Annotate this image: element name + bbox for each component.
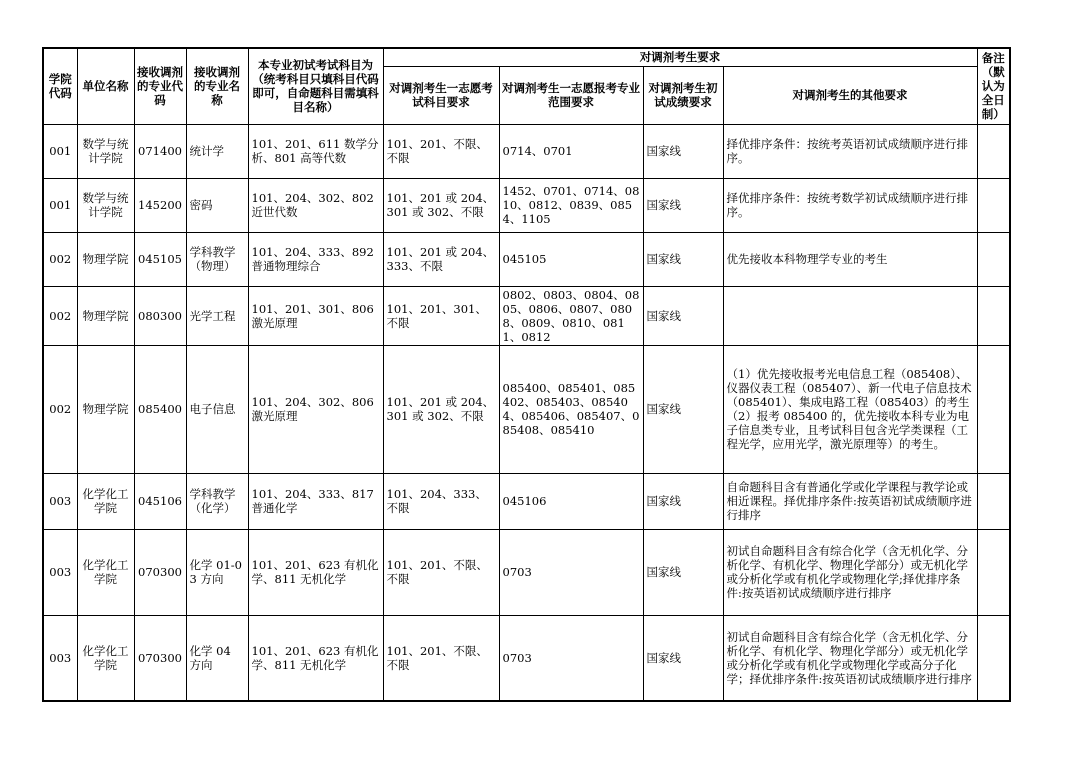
first-choice-subjects-cell: 101、201 或 204、333、不限 <box>383 232 499 286</box>
header-major-code: 接收调剂的专业代码 <box>134 48 186 124</box>
subjects-cell: 101、204、302、802 近世代数 <box>248 178 383 232</box>
remark-cell <box>977 178 1010 232</box>
unit-name-cell: 物理学院 <box>77 286 134 345</box>
table-row <box>43 286 1010 345</box>
major-code-cell: 071400 <box>134 124 186 178</box>
major-range-cell: 0703 <box>499 615 643 701</box>
remark-cell <box>977 232 1010 286</box>
table-row <box>43 615 1010 701</box>
header-college-code: 学院代码 <box>43 48 77 124</box>
adjustment-table <box>42 47 1011 702</box>
subjects-cell: 101、201、623 有机化学、811 无机化学 <box>248 615 383 701</box>
unit-name-cell: 化学化工学院 <box>77 473 134 529</box>
major-code-cell: 070300 <box>134 615 186 701</box>
other-requirements-cell <box>723 286 977 345</box>
subjects-cell: 101、204、333、817 普通化学 <box>248 473 383 529</box>
subjects-cell: 101、201、623 有机化学、811 无机化学 <box>248 529 383 615</box>
remark-cell <box>977 529 1010 615</box>
other-requirements-cell: 优先接收本科物理学专业的考生 <box>723 232 977 286</box>
header-major-name: 接收调剂的专业名称 <box>186 48 248 124</box>
major-name-cell: 统计学 <box>186 124 248 178</box>
table-row <box>43 473 1010 529</box>
college-code-cell: 003 <box>43 615 77 701</box>
other-requirements-cell: （1）优先接收报考光电信息工程（085408）、仪器仪表工程（085407）、新一代电子信息技术（085401）、集成电路工程（085403）的考生 （2）报考 085400 的，优先接收本科专业为电子信息类专业，且考试科目包含光学类课程（工程光学，应用光学，激光原理等）的考生。 <box>723 345 977 473</box>
major-range-cell: 045106 <box>499 473 643 529</box>
major-code-cell: 045106 <box>134 473 186 529</box>
table-row <box>43 232 1010 286</box>
major-range-cell: 085400、085401、085402、085403、085404、085406、085407、085408、085410 <box>499 345 643 473</box>
score-requirement-cell: 国家线 <box>643 529 723 615</box>
major-name-cell: 密码 <box>186 178 248 232</box>
major-code-cell: 145200 <box>134 178 186 232</box>
major-name-cell: 化学 04 方向 <box>186 615 248 701</box>
score-requirement-cell: 国家线 <box>643 286 723 345</box>
major-name-cell: 化学 01-03 方向 <box>186 529 248 615</box>
college-code-cell: 002 <box>43 286 77 345</box>
first-choice-subjects-cell: 101、201、不限、不限 <box>383 529 499 615</box>
other-requirements-cell: 择优排序条件：按统考英语初试成绩顺序进行排序。 <box>723 124 977 178</box>
header-other-requirements: 对调剂考生的其他要求 <box>723 66 977 124</box>
other-requirements-cell: 择优排序条件：按统考数学初试成绩顺序进行排序。 <box>723 178 977 232</box>
major-code-cell: 045105 <box>134 232 186 286</box>
header-first-choice-subjects: 对调剂考生一志愿考试科目要求 <box>383 66 499 124</box>
college-code-cell: 001 <box>43 124 77 178</box>
header-group-requirements: 对调剂考生要求 <box>383 48 977 66</box>
major-range-cell: 045105 <box>499 232 643 286</box>
subjects-cell: 101、204、302、806 激光原理 <box>248 345 383 473</box>
major-range-cell: 0703 <box>499 529 643 615</box>
remark-cell <box>977 124 1010 178</box>
other-requirements-cell: 初试自命题科目含有综合化学（含无机化学、分析化学、有机化学、物理化学部分）或无机化学或分析化学或有机化学或物理化学或高分子化学；择优排序条件:按英语初试成绩顺序进行排序 <box>723 615 977 701</box>
unit-name-cell: 物理学院 <box>77 345 134 473</box>
table-row <box>43 529 1010 615</box>
other-requirements-cell: 初试自命题科目含有综合化学（含无机化学、分析化学、有机化学、物理化学部分）或无机化学或分析化学或有机化学或物理化学;择优排序条件:按英语初试成绩顺序进行排序 <box>723 529 977 615</box>
unit-name-cell: 物理学院 <box>77 232 134 286</box>
score-requirement-cell: 国家线 <box>643 124 723 178</box>
header-unit-name: 单位名称 <box>77 48 134 124</box>
score-requirement-cell: 国家线 <box>643 345 723 473</box>
subjects-cell: 101、201、301、806 激光原理 <box>248 286 383 345</box>
major-range-cell: 1452、0701、0714、0810、0812、0839、0854、1105 <box>499 178 643 232</box>
major-name-cell: 学科教学（化学） <box>186 473 248 529</box>
college-code-cell: 003 <box>43 529 77 615</box>
college-code-cell: 001 <box>43 178 77 232</box>
remark-cell <box>977 473 1010 529</box>
major-code-cell: 080300 <box>134 286 186 345</box>
major-code-cell: 085400 <box>134 345 186 473</box>
major-range-cell: 0802、0803、0804、0805、0806、0807、0808、0809、0810、0811、0812 <box>499 286 643 345</box>
unit-name-cell: 数学与统计学院 <box>77 178 134 232</box>
unit-name-cell: 化学化工学院 <box>77 615 134 701</box>
subjects-cell: 101、204、333、892 普通物理综合 <box>248 232 383 286</box>
major-name-cell: 学科教学（物理） <box>186 232 248 286</box>
header-subjects: 本专业初试考试科目为（统考科目只填科目代码即可，自命题科目需填科目名称） <box>248 48 383 124</box>
major-code-cell: 070300 <box>134 529 186 615</box>
score-requirement-cell: 国家线 <box>643 178 723 232</box>
header-remarks: 备注（默认为全日制） <box>977 48 1010 124</box>
table-row <box>43 178 1010 232</box>
first-choice-subjects-cell: 101、204、333、不限 <box>383 473 499 529</box>
remark-cell <box>977 615 1010 701</box>
unit-name-cell: 化学化工学院 <box>77 529 134 615</box>
first-choice-subjects-cell: 101、201、不限、不限 <box>383 615 499 701</box>
score-requirement-cell: 国家线 <box>643 615 723 701</box>
remark-cell <box>977 286 1010 345</box>
college-code-cell: 002 <box>43 232 77 286</box>
major-name-cell: 光学工程 <box>186 286 248 345</box>
first-choice-subjects-cell: 101、201 或 204、301 或 302、不限 <box>383 178 499 232</box>
first-choice-subjects-cell: 101、201、301、不限 <box>383 286 499 345</box>
college-code-cell: 002 <box>43 345 77 473</box>
table-row <box>43 345 1010 473</box>
major-range-cell: 0714、0701 <box>499 124 643 178</box>
major-name-cell: 电子信息 <box>186 345 248 473</box>
other-requirements-cell: 自命题科目含有普通化学或化学课程与教学论或相近课程。择优排序条件:按英语初试成绩顺序进行排序 <box>723 473 977 529</box>
first-choice-subjects-cell: 101、201、不限、不限 <box>383 124 499 178</box>
header-first-choice-major-range: 对调剂考生一志愿报考专业范围要求 <box>499 66 643 124</box>
score-requirement-cell: 国家线 <box>643 232 723 286</box>
college-code-cell: 003 <box>43 473 77 529</box>
remark-cell <box>977 345 1010 473</box>
subjects-cell: 101、201、611 数学分析、801 高等代数 <box>248 124 383 178</box>
table-row <box>43 124 1010 178</box>
first-choice-subjects-cell: 101、201 或 204、301 或 302、不限 <box>383 345 499 473</box>
header-score-requirement: 对调剂考生初试成绩要求 <box>643 66 723 124</box>
table-body <box>43 124 1010 701</box>
unit-name-cell: 数学与统计学院 <box>77 124 134 178</box>
score-requirement-cell: 国家线 <box>643 473 723 529</box>
